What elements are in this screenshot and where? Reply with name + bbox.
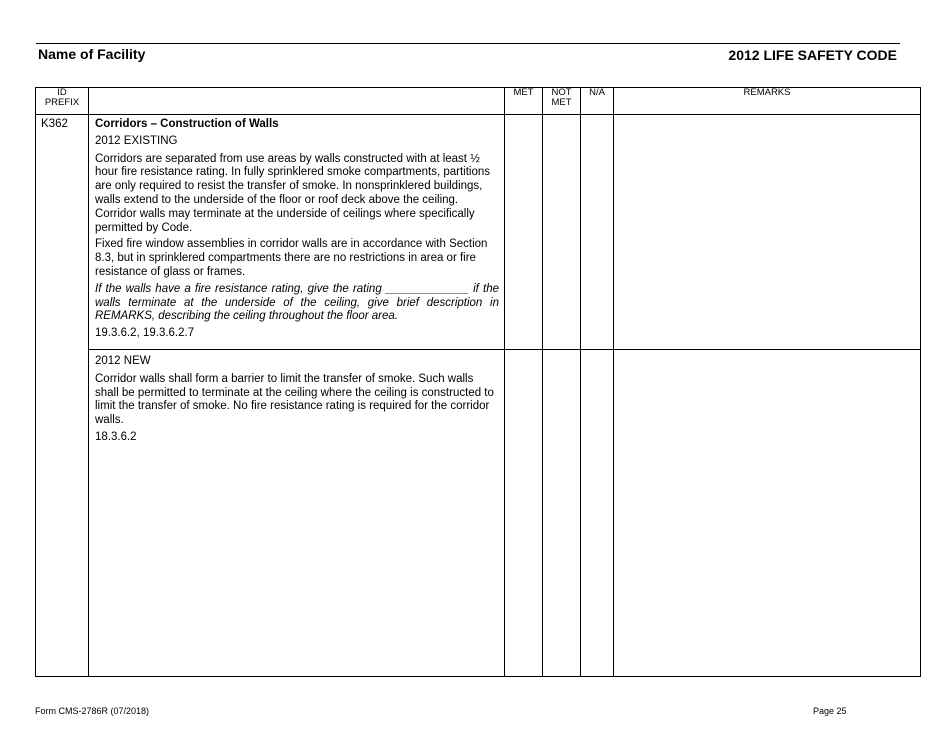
not-met-cell[interactable] bbox=[543, 115, 581, 350]
requirement-title: Corridors – Construction of Walls bbox=[95, 118, 279, 130]
requirement-new bbox=[89, 350, 505, 677]
header-rule bbox=[36, 43, 900, 44]
col-header-met: MET bbox=[505, 88, 543, 115]
col-header-not-met: NOT MET bbox=[543, 88, 581, 115]
form-id: Form CMS-2786R (07/2018) bbox=[35, 706, 150, 716]
table-row bbox=[36, 350, 921, 677]
requirement-existing bbox=[89, 115, 505, 350]
id-prefix-cell: K362 bbox=[36, 115, 89, 677]
requirement-subtitle: 2012 EXISTING bbox=[95, 134, 178, 147]
col-header-description bbox=[89, 88, 505, 115]
requirement-paragraph: Corridors are separated from use areas by walls constructed with at least ½ hour fire resistance rating. In fully sprinklered smoke compartments, partitions are only required to resist the transfer of smoke. In nonsprinklered buildings, walls extend to the underside of the floor or roof deck above the ceiling. Corridor walls may terminate at the underside of ceilings where specifically permitted by Code. bbox=[95, 152, 490, 234]
requirement-instruction: If the walls have a fire resistance rating, give the rating _____________ if the walls terminate at the underside of the ceiling, give brief description in REMARKS, describing the ceiling throughout the floor area. bbox=[95, 282, 499, 323]
requirement-reference: 19.3.6.2, 19.3.6.2.7 bbox=[95, 327, 195, 340]
fire-rating-blank[interactable]: _____________ bbox=[385, 282, 469, 295]
met-cell[interactable] bbox=[505, 350, 543, 677]
table-header-row bbox=[36, 88, 921, 115]
remarks-cell[interactable] bbox=[614, 350, 921, 677]
inspection-table bbox=[35, 87, 921, 677]
col-header-na: N/A bbox=[581, 88, 614, 115]
requirement-paragraph: Corridor walls shall form a barrier to limit the transfer of smoke. Such walls shall be permitted to terminate at the ceiling where the ceiling is constructed to limit the transfer of smoke. No fire resistance rating is required for the corridor walls. bbox=[95, 372, 494, 427]
remarks-cell[interactable] bbox=[614, 115, 921, 350]
facility-name-label: Name of Facility bbox=[38, 46, 146, 62]
requirement-reference: 18.3.6.2 bbox=[95, 430, 137, 443]
requirement-paragraph: Fixed fire window assemblies in corridor walls are in accordance with Section 8.3, but in sprinklered compartments there are no restrictions in area or fire resistance of glass or frames. bbox=[95, 238, 488, 278]
na-cell[interactable] bbox=[581, 115, 614, 350]
not-met-cell[interactable] bbox=[543, 350, 581, 677]
met-cell[interactable] bbox=[505, 115, 543, 350]
na-cell[interactable] bbox=[581, 350, 614, 677]
table-row bbox=[36, 115, 921, 350]
code-title: 2012 LIFE SAFETY CODE bbox=[728, 47, 897, 63]
col-header-id-prefix: ID PREFIX bbox=[36, 88, 89, 115]
requirement-subtitle: 2012 NEW bbox=[95, 355, 151, 367]
page-number: Page 25 bbox=[813, 706, 847, 716]
col-header-remarks: REMARKS bbox=[614, 88, 921, 115]
